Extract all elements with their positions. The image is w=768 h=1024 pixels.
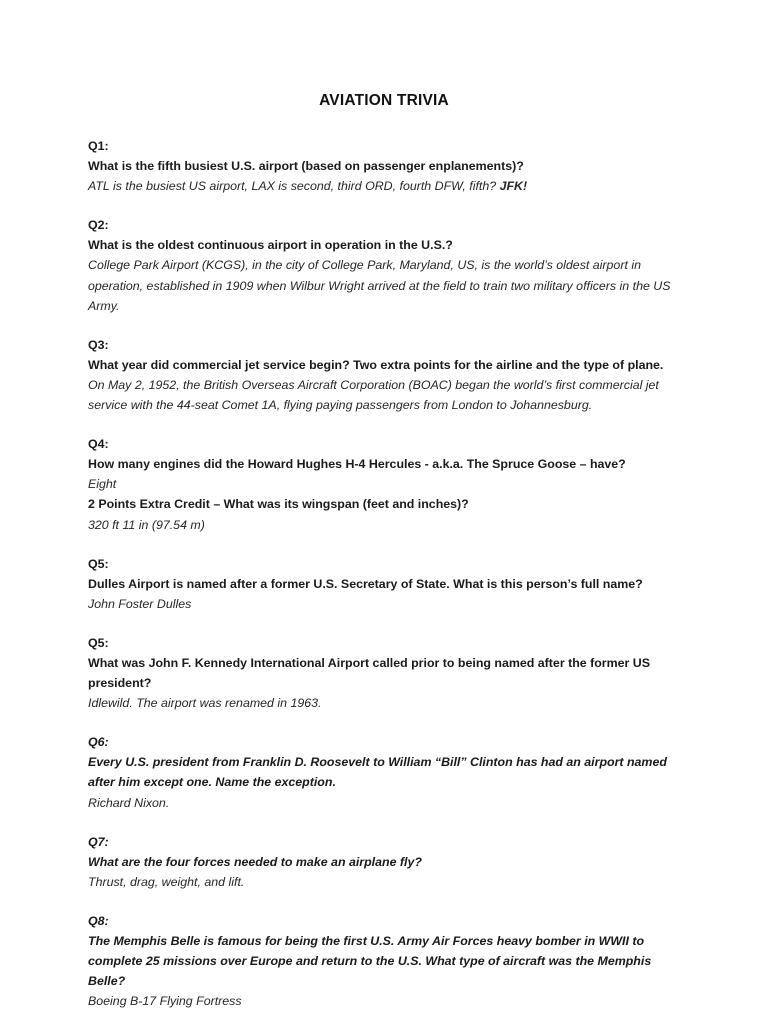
answer-text: [88, 693, 682, 713]
question-label: Q3:: [88, 337, 109, 352]
trivia-question-block: [88, 215, 682, 315]
answer-text: [88, 375, 682, 415]
answer-body: On May 2, 1952, the British Overseas Aircraft Corporation (BOAC) began the world’s first commercial jet service with the 44-seat Comet 1A, flying paying passengers from London to Johannesburg.: [88, 377, 663, 413]
answer-text: [88, 991, 682, 1011]
trivia-question-block: [88, 732, 682, 812]
answer-body: Boeing B-17 Flying Fortress: [88, 994, 242, 1009]
question-label: Q2:: [88, 218, 109, 233]
question-label: Q5:: [88, 635, 109, 650]
trivia-question-block: [88, 554, 682, 614]
question-text: What are the four forces needed to make an airplane fly?: [88, 854, 422, 869]
question-label: Q8:: [88, 913, 109, 928]
question-text: Dulles Airport is named after a former U.S. Secretary of State. What is this person’s full name?: [88, 576, 643, 591]
answer-body: John Foster Dulles: [88, 596, 192, 611]
answer-text: [88, 474, 682, 494]
answer-text: [88, 255, 682, 315]
question-text: What is the oldest continuous airport in operation in the U.S.?: [88, 238, 453, 253]
answer-body: College Park Airport (KCGS), in the city of College Park, Maryland, US, is the world’s oldest airport in operation, established in 1909 when Wilbur Wright arrived at the field to train two military officers in the US Army.: [88, 258, 674, 313]
question-text: What is the fifth busiest U.S. airport (based on passenger enplanements)?: [88, 159, 524, 174]
answer-text: [88, 594, 682, 614]
trivia-question-block: [88, 633, 682, 713]
question-text: What year did commercial jet service begin? Two extra points for the airline and the type of plane.: [88, 357, 664, 372]
question-text: The Memphis Belle is famous for being the first U.S. Army Air Forces heavy bomber in WWII to complete 25 missions over Europe and return to the U.S. What type of aircraft was the Memphis Belle?: [88, 934, 655, 989]
trivia-question-block: [88, 335, 682, 415]
question-text: How many engines did the Howard Hughes H-4 Hercules - a.k.a. The Spruce Goose – have?: [88, 457, 626, 472]
trivia-question-block: [88, 911, 682, 1011]
answer-text: [88, 793, 682, 813]
answer-body: ATL is the busiest US airport, LAX is second, third ORD, fourth DFW, fifth?: [88, 179, 500, 194]
question-label: Q7:: [88, 834, 109, 849]
bonus-question-text: 2 Points Extra Credit – What was its wingspan (feet and inches)?: [88, 497, 469, 512]
question-label: Q1:: [88, 139, 109, 153]
question-label: Q5:: [88, 556, 109, 571]
answer-body: Idlewild. The airport was renamed in 1963.: [88, 696, 322, 711]
question-text: Every U.S. president from Franklin D. Roosevelt to William “Bill” Clinton has had an airport named after him except one. Name the exception.: [88, 755, 671, 790]
answer-body: Eight: [88, 477, 117, 492]
question-text: What was John F. Kennedy International Airport called prior to being named after the former US president?: [88, 655, 654, 691]
answer-text: [88, 176, 682, 196]
question-label: Q4:: [88, 437, 109, 452]
trivia-question-block: [88, 434, 682, 534]
trivia-question-block: [88, 136, 682, 196]
answer-body: Thrust, drag, weight, and lift.: [88, 874, 245, 889]
answer-text: [88, 872, 682, 892]
answer-emphasis: JFK!: [499, 179, 528, 194]
question-label: Q6:: [88, 735, 109, 750]
bonus-answer-text: 320 ft 11 in (97.54 m): [88, 517, 205, 532]
page-title: AVIATION TRIVIA: [319, 92, 449, 109]
answer-body: Richard Nixon.: [88, 795, 170, 810]
trivia-question-list: [88, 136, 682, 1011]
trivia-question-block: [88, 832, 682, 892]
